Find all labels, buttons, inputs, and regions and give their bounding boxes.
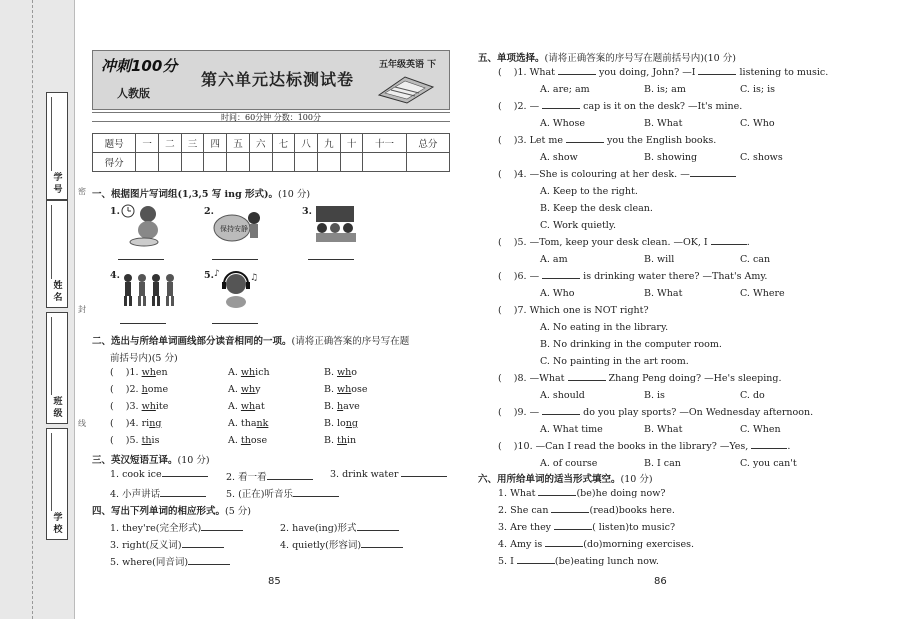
score-header-row	[93, 134, 450, 153]
mc-q4[interactable]: ( )4. —She is colouring at her desk. —	[498, 169, 736, 180]
edition-label: 人教版	[117, 87, 150, 100]
page-number-left: 85	[268, 576, 281, 587]
mc-q6[interactable]: ( )6. — is drinking water there? —That's Amy.	[498, 271, 768, 282]
phonics-q4-option-b[interactable]: B. long	[324, 418, 358, 429]
name-box[interactable]	[46, 200, 68, 308]
left-page	[92, 0, 460, 619]
score-cell: 七	[272, 134, 295, 153]
section2-title: 二、选出与所给单词画线部分读音相同的一项。(请将正确答案的序号写在题	[92, 336, 410, 347]
mc-q9-option-b[interactable]: B. What	[644, 424, 683, 435]
girl-cooking-picture	[120, 202, 168, 248]
score-input[interactable]	[295, 153, 318, 172]
score-cell: 八	[295, 134, 318, 153]
score-cell: 题号	[93, 134, 136, 153]
fill-item-1[interactable]: 1. What (be)he doing now?	[498, 488, 666, 499]
pic-answer-4[interactable]	[120, 316, 166, 327]
section6-title: 六、用所给单词的适当形式填空。(10 分)	[478, 474, 653, 485]
score-cell: 总分	[406, 134, 449, 153]
phrase-item-5[interactable]: 5. (正在)听音乐	[226, 486, 339, 500]
phonics-q1-option-a[interactable]: A. which	[228, 367, 270, 378]
score-cell: 一	[136, 134, 159, 153]
mc-q9-option-a[interactable]: A. What time	[540, 424, 603, 435]
mc-q2[interactable]: ( )2. — cap is it on the desk? —It's mine.	[498, 101, 743, 112]
score-input[interactable]	[136, 153, 159, 172]
fill-item-2[interactable]: 2. She can (read)books here.	[498, 505, 675, 516]
mc-q1-option-c[interactable]: C. is; is	[740, 84, 776, 95]
score-cell: 三	[181, 134, 204, 153]
mc-q9[interactable]: ( )9. — do you play sports? —On Wednesday afternoon.	[498, 407, 814, 418]
word-form-item-2[interactable]: 2. have(ing)形式	[280, 520, 399, 534]
mc-q8-option-c[interactable]: C. do	[740, 390, 765, 401]
grade-label: 五年级英语 下	[379, 60, 437, 70]
mc-q3-option-c[interactable]: C. shows	[740, 152, 783, 163]
score-input[interactable]	[406, 153, 449, 172]
mc-q6-option-b[interactable]: B. What	[644, 288, 683, 299]
dancing-people-picture	[120, 272, 182, 308]
phonics-q1-option-b[interactable]: B. who	[324, 367, 358, 378]
section2-note-cont: 前括号内)(5 分)	[110, 353, 178, 364]
score-input[interactable]	[249, 153, 272, 172]
score-input[interactable]	[340, 153, 363, 172]
phonics-q5-option-a[interactable]: A. those	[228, 435, 268, 446]
mc-q10-option-a[interactable]: A. of course	[540, 458, 598, 469]
pic-item-2-number: 2.	[204, 206, 214, 217]
mc-q2-option-a[interactable]: A. Whose	[540, 118, 585, 129]
fill-item-4[interactable]: 4. Amy is (do)morning exercises.	[498, 539, 695, 550]
quiet-sign-picture	[212, 206, 262, 244]
mc-q8[interactable]: ( )8. —What Zhang Peng doing? —He's sleeping.	[498, 373, 782, 384]
fill-item-3[interactable]: 3. Are they ( listen)to music?	[498, 522, 676, 533]
score-cell: 六	[249, 134, 272, 153]
name-label: 姓 名	[51, 279, 62, 301]
header-banner	[92, 50, 450, 110]
book-icon	[375, 73, 437, 105]
section1-title: 一、根据图片写词组(1,3,5 写 ing 形式)。(10 分)	[92, 189, 311, 200]
score-cell: 十一	[363, 134, 406, 153]
mc-q5[interactable]: ( )5. —Tom, keep your desk clean. —OK, I .	[498, 237, 750, 248]
phrase-item-3[interactable]: 3. drink water	[330, 469, 447, 480]
phonics-q3[interactable]: ( )3. white	[110, 401, 169, 412]
mc-q5-option-b[interactable]: B. will	[644, 254, 675, 265]
mc-q2-option-b[interactable]: B. What	[644, 118, 683, 129]
students-picture	[310, 204, 360, 244]
phonics-q2-option-b[interactable]: B. whose	[324, 384, 368, 395]
phonics-q5-option-b[interactable]: B. thin	[324, 435, 357, 446]
mc-q8-option-b[interactable]: B. is	[644, 390, 665, 401]
phonics-q4-option-a[interactable]: A. thank	[228, 418, 269, 429]
phonics-q3-option-b[interactable]: B. have	[324, 401, 360, 412]
phrase-item-2[interactable]: 2. 看一看	[226, 469, 313, 483]
word-form-item-4[interactable]: 4. quietly(形容词)	[280, 537, 403, 551]
mc-q7[interactable]: ( )7. Which one is NOT right?	[498, 305, 649, 316]
mc-q5-option-c[interactable]: C. can	[740, 254, 771, 265]
pic-item-3-number: 3.	[302, 206, 312, 217]
score-input[interactable]	[227, 153, 250, 172]
time-info: 时间：60分钟 分数：100分	[92, 112, 450, 122]
student-number-box[interactable]	[46, 92, 68, 200]
mc-q7-option-c[interactable]: C. No painting in the art room.	[540, 356, 689, 367]
score-input[interactable]	[158, 153, 181, 172]
section4-title: 四、写出下列单词的相应形式。(5 分)	[92, 506, 251, 517]
pic-item-5-number: 5.	[204, 270, 214, 281]
seal-mark-1: 密	[78, 187, 86, 196]
school-label: 学 校	[51, 511, 62, 533]
seal-mark-3: 线	[78, 419, 86, 428]
phrase-item-1[interactable]: 1. cook ice	[110, 469, 208, 480]
mc-q6-option-a[interactable]: A. Who	[540, 288, 575, 299]
mc-q8-option-a[interactable]: A. should	[540, 390, 585, 401]
fill-item-5[interactable]: 5. I (be)eating lunch now.	[498, 556, 659, 567]
page-number-right: 86	[654, 576, 667, 587]
mc-q4-option-b[interactable]: B. Keep the desk clean.	[540, 203, 653, 214]
score-input[interactable]	[181, 153, 204, 172]
pic-item-4-number: 4.	[110, 270, 120, 281]
phonics-q4[interactable]: ( )4. ring	[110, 418, 162, 429]
score-cell: 得分	[93, 153, 136, 172]
score-cell: 十	[340, 134, 363, 153]
score-cell: 九	[318, 134, 341, 153]
right-page	[478, 0, 873, 619]
mc-q6-option-c[interactable]: C. Where	[740, 288, 785, 299]
mc-q4-option-a[interactable]: A. Keep to the right.	[540, 186, 638, 197]
seal-mark-2: 封	[78, 305, 86, 314]
svg-text:保持安静: 保持安静	[220, 225, 248, 233]
pic-answer-5[interactable]	[212, 316, 258, 327]
word-form-item-3[interactable]: 3. right(反义词)	[110, 537, 224, 551]
phonics-q3-option-a[interactable]: A. what	[228, 401, 265, 412]
section5-title: 五、单项选择。(请将正确答案的序号写在题前括号内)(10 分)	[478, 53, 736, 64]
score-input[interactable]	[204, 153, 227, 172]
logo: 冲刺100分	[101, 57, 178, 75]
score-table	[92, 133, 450, 172]
word-form-item-1[interactable]: 1. they're(完全形式)	[110, 520, 243, 534]
score-input[interactable]	[318, 153, 341, 172]
phonics-q5[interactable]: ( )5. this	[110, 435, 160, 446]
class-box[interactable]	[46, 312, 68, 424]
phonics-q2-option-a[interactable]: A. why	[228, 384, 261, 395]
school-box[interactable]	[46, 428, 68, 540]
section3-title: 三、英汉短语互译。(10 分)	[92, 455, 210, 466]
phonics-q1[interactable]: ( )1. when	[110, 367, 168, 378]
girl-headphones-picture	[212, 266, 260, 308]
mc-q10[interactable]: ( )10. —Can I read the books in the library? —Yes, .	[498, 441, 791, 452]
pic-answer-1[interactable]	[118, 252, 164, 263]
score-input[interactable]	[363, 153, 406, 172]
class-label: 班 级	[51, 395, 62, 417]
mc-q1[interactable]: ( )1. What you doing, John? —I listening to music.	[498, 67, 829, 78]
mc-q2-option-c[interactable]: C. Who	[740, 118, 775, 129]
score-cell: 二	[158, 134, 181, 153]
mc-q3-option-b[interactable]: B. showing	[644, 152, 698, 163]
phonics-q2[interactable]: ( )2. home	[110, 384, 169, 395]
svg-text:♪: ♪	[214, 269, 220, 279]
mc-q7-option-b[interactable]: B. No drinking in the computer room.	[540, 339, 722, 350]
mc-q3[interactable]: ( )3. Let me you the English books.	[498, 135, 717, 146]
page-title: 第六单元达标测试卷	[201, 70, 355, 89]
score-input[interactable]	[272, 153, 295, 172]
phrase-item-4[interactable]: 4. 小声讲话	[110, 486, 206, 500]
mc-q10-option-b[interactable]: B. I can	[644, 458, 681, 469]
pic-item-1-number: 1.	[110, 206, 120, 217]
binding-dashed-line	[32, 0, 33, 619]
mc-q10-option-c[interactable]: C. you can't	[740, 458, 797, 469]
pic-answer-2[interactable]	[212, 252, 258, 263]
score-cell: 五	[227, 134, 250, 153]
mc-q5-option-a[interactable]: A. am	[540, 254, 568, 265]
mc-q1-option-b[interactable]: B. is; am	[644, 84, 686, 95]
svg-text:♫: ♫	[250, 273, 259, 283]
mc-q3-option-a[interactable]: A. show	[540, 152, 578, 163]
score-value-row	[93, 153, 450, 172]
score-cell: 四	[204, 134, 227, 153]
word-form-item-5[interactable]: 5. where(同音词)	[110, 554, 230, 568]
mc-q7-option-a[interactable]: A. No eating in the library.	[540, 322, 669, 333]
student-number-label: 学 号	[51, 171, 62, 193]
mc-q4-option-c[interactable]: C. Work quietly.	[540, 220, 616, 231]
mc-q9-option-c[interactable]: C. When	[740, 424, 781, 435]
pic-answer-3[interactable]	[308, 252, 354, 263]
mc-q1-option-a[interactable]: A. are; am	[540, 84, 590, 95]
